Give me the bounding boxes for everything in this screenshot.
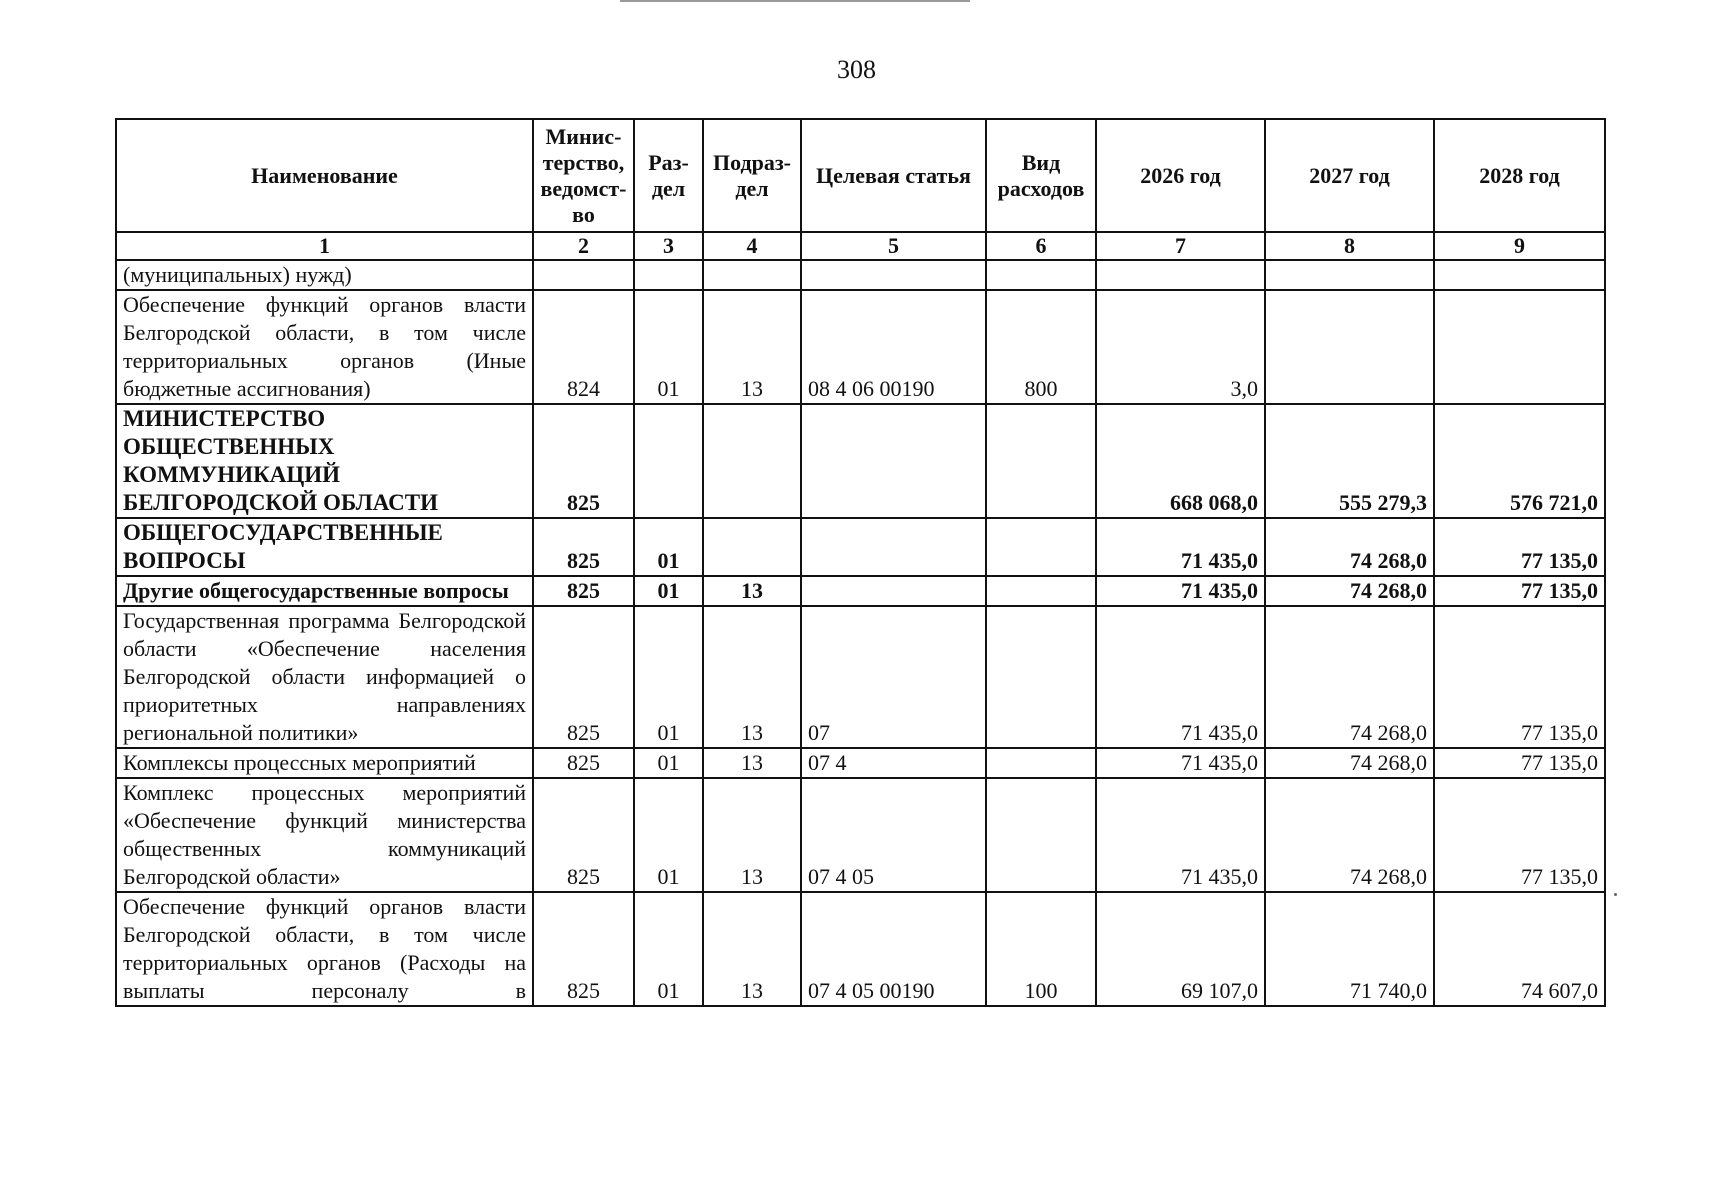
column-number: 9 [1434, 232, 1605, 260]
row-2027: 74 268,0 [1265, 518, 1434, 576]
row-2026: 668 068,0 [1096, 404, 1265, 518]
row-expense-type [986, 576, 1096, 606]
row-ministry: 825 [533, 606, 634, 748]
row-target [801, 260, 986, 290]
row-name: Государственная программа Белгородской области «Обеспечение населения Белгородской области информацией о приоритетных направлениях региональной политики» [116, 606, 533, 748]
column-number: 8 [1265, 232, 1434, 260]
row-2026: 71 435,0 [1096, 576, 1265, 606]
row-target: 08 4 06 00190 [801, 290, 986, 404]
row-subsection: 13 [703, 290, 801, 404]
row-ministry: 825 [533, 404, 634, 518]
row-expense-type [986, 404, 1096, 518]
row-2026: 71 435,0 [1096, 778, 1265, 892]
row-ministry: 825 [533, 518, 634, 576]
row-section: 01 [634, 606, 703, 748]
row-2026: 71 435,0 [1096, 606, 1265, 748]
row-2028: 77 135,0 [1434, 778, 1605, 892]
row-expense-type: 100 [986, 892, 1096, 1006]
row-2027: 74 268,0 [1265, 606, 1434, 748]
table-row [116, 892, 1605, 1006]
row-subsection [703, 518, 801, 576]
row-2028: 77 135,0 [1434, 606, 1605, 748]
row-name: ОБЩЕГОСУДАРСТВЕННЫЕ ВОПРОСЫ [116, 518, 533, 576]
header-2026: 2026 год [1096, 119, 1265, 232]
scan-artifact-line [620, 0, 970, 2]
column-number: 7 [1096, 232, 1265, 260]
row-target: 07 4 05 00190 [801, 892, 986, 1006]
row-expense-type [986, 606, 1096, 748]
row-subsection [703, 260, 801, 290]
row-target: 07 [801, 606, 986, 748]
table-row [116, 576, 1605, 606]
header-name: Наименование [116, 119, 533, 232]
row-name: МИНИСТЕРСТВО ОБЩЕСТВЕННЫХ КОММУНИКАЦИЙ БЕЛГОРОДСКОЙ ОБЛАСТИ [116, 404, 533, 518]
row-expense-type [986, 748, 1096, 778]
row-subsection: 13 [703, 748, 801, 778]
header-row [116, 119, 1605, 232]
row-2027: 74 268,0 [1265, 576, 1434, 606]
row-subsection: 13 [703, 778, 801, 892]
row-2028: 77 135,0 [1434, 576, 1605, 606]
row-section [634, 260, 703, 290]
row-expense-type [986, 518, 1096, 576]
table-row [116, 778, 1605, 892]
header-2028: 2028 год [1434, 119, 1605, 232]
table-row [116, 404, 1605, 518]
row-name: Обеспечение функций органов власти Белгородской области, в том числе территориальных органов (Иные бюджетные ассигнования) [116, 290, 533, 404]
row-ministry: 825 [533, 778, 634, 892]
column-number: 6 [986, 232, 1096, 260]
column-number-row [116, 232, 1605, 260]
row-section: 01 [634, 892, 703, 1006]
row-name: Другие общегосударственные вопросы [116, 576, 533, 606]
page-number: 308 [837, 55, 876, 84]
row-name: (муниципальных) нужд) [116, 260, 533, 290]
row-name: Обеспечение функций органов власти Белгородской области, в том числе территориальных органов (Расходы на выплаты персоналу в [116, 892, 533, 1006]
row-ministry: 824 [533, 290, 634, 404]
row-expense-type: 800 [986, 290, 1096, 404]
row-expense-type [986, 778, 1096, 892]
row-target: 07 4 05 [801, 778, 986, 892]
budget-table [115, 118, 1606, 1007]
row-subsection [703, 404, 801, 518]
row-2027: 74 268,0 [1265, 778, 1434, 892]
table-row [116, 606, 1605, 748]
column-number: 1 [116, 232, 533, 260]
row-subsection: 13 [703, 576, 801, 606]
header-subsection: Подраз-дел [703, 119, 801, 232]
row-2028: 576 721,0 [1434, 404, 1605, 518]
header-2027: 2027 год [1265, 119, 1434, 232]
row-2028 [1434, 260, 1605, 290]
row-target: 07 4 [801, 748, 986, 778]
row-2026 [1096, 260, 1265, 290]
scan-artifact-dot [1614, 893, 1617, 896]
column-number: 3 [634, 232, 703, 260]
row-expense-type [986, 260, 1096, 290]
header-section: Раз-дел [634, 119, 703, 232]
row-section: 01 [634, 778, 703, 892]
table-row [116, 748, 1605, 778]
header-expense-type: Вид расходов [986, 119, 1096, 232]
row-2027 [1265, 260, 1434, 290]
row-2027 [1265, 290, 1434, 404]
row-2028: 77 135,0 [1434, 518, 1605, 576]
header-target: Целевая статья [801, 119, 986, 232]
row-2027: 74 268,0 [1265, 748, 1434, 778]
table-row [116, 260, 1605, 290]
row-subsection: 13 [703, 892, 801, 1006]
row-2026: 71 435,0 [1096, 518, 1265, 576]
row-section: 01 [634, 290, 703, 404]
row-name: Комплекс процессных мероприятий «Обеспечение функций министерства общественных коммуникаций Белгородской области» [116, 778, 533, 892]
row-ministry: 825 [533, 892, 634, 1006]
row-section: 01 [634, 518, 703, 576]
row-target [801, 518, 986, 576]
row-2028: 74 607,0 [1434, 892, 1605, 1006]
table-row [116, 290, 1605, 404]
row-ministry: 825 [533, 576, 634, 606]
row-section: 01 [634, 748, 703, 778]
row-2026: 3,0 [1096, 290, 1265, 404]
row-ministry [533, 260, 634, 290]
row-section [634, 404, 703, 518]
row-2027: 555 279,3 [1265, 404, 1434, 518]
row-2028: 77 135,0 [1434, 748, 1605, 778]
row-2026: 69 107,0 [1096, 892, 1265, 1006]
column-number: 4 [703, 232, 801, 260]
row-section: 01 [634, 576, 703, 606]
row-2028 [1434, 290, 1605, 404]
row-target [801, 404, 986, 518]
row-subsection: 13 [703, 606, 801, 748]
column-number: 5 [801, 232, 986, 260]
row-name: Комплексы процессных мероприятий [116, 748, 533, 778]
table-row [116, 518, 1605, 576]
header-ministry: Минис-терство, ведомст-во [533, 119, 634, 232]
row-2027: 71 740,0 [1265, 892, 1434, 1006]
row-ministry: 825 [533, 748, 634, 778]
column-number: 2 [533, 232, 634, 260]
row-2026: 71 435,0 [1096, 748, 1265, 778]
row-target [801, 576, 986, 606]
